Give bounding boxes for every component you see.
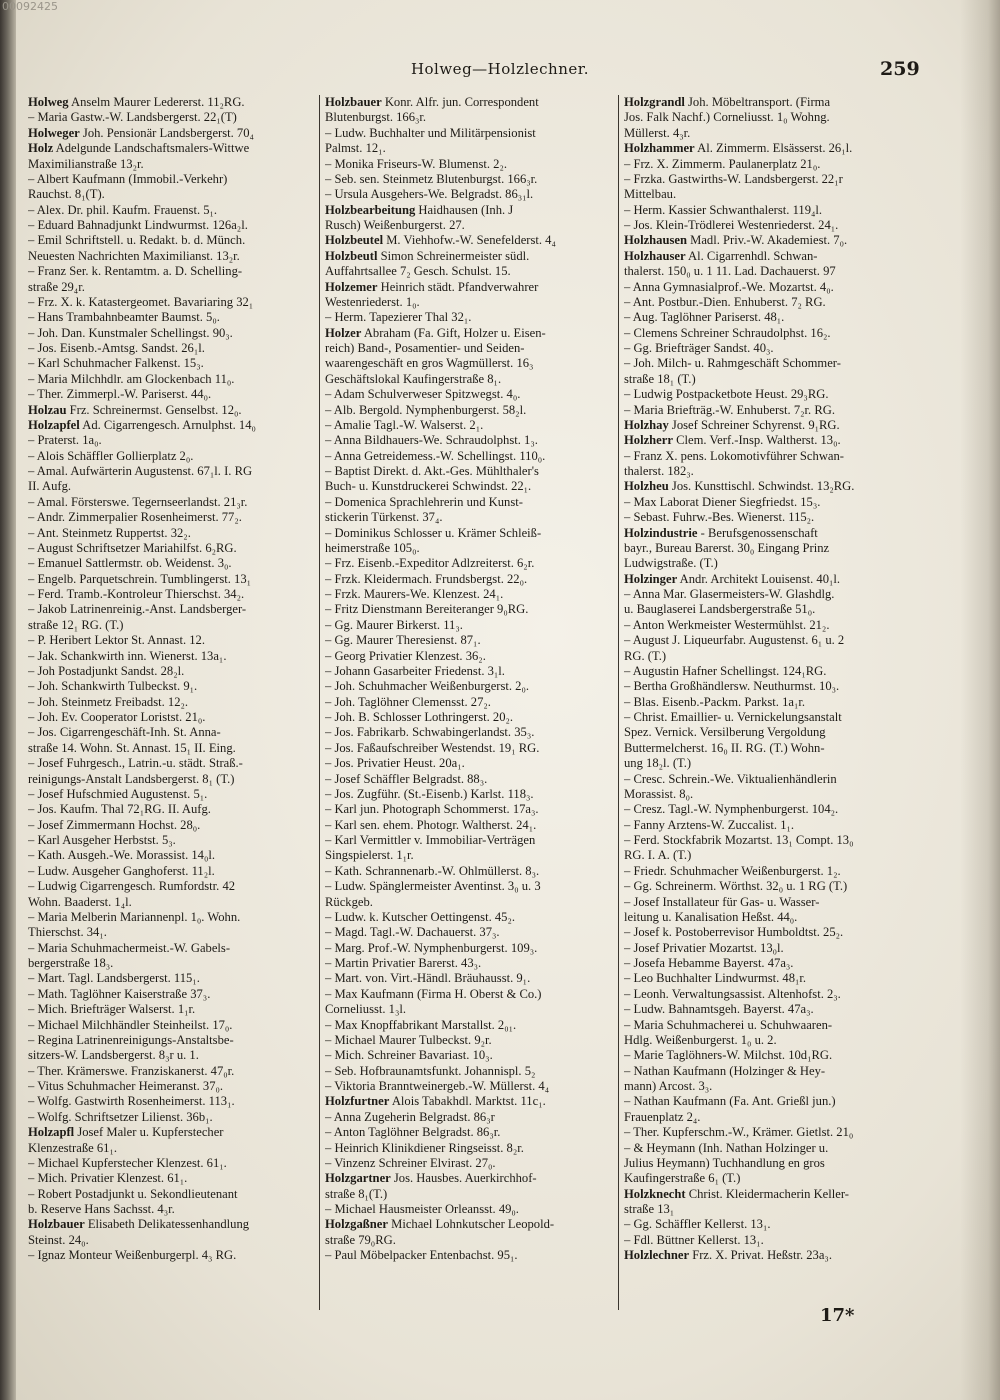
directory-entry: – Ant. Steinmetz Ruppertst. 32₂.	[28, 525, 191, 540]
directory-entry: – Gg. Maurer Birkerst. 11₃.	[325, 617, 463, 632]
directory-entry: stickerin Türkenst. 37₄.	[325, 510, 443, 525]
directory-entry: Holzhammer Al. Zimmerm. Elsässerst. 26₁l.	[624, 141, 853, 156]
directory-entry: Holzbeutel M. Viehhofw.-W. Senefelderst. 4₄	[325, 233, 556, 248]
directory-entry: – Christ. Emaillier- u. Vernickelungsanstalt	[624, 710, 842, 724]
directory-entry: – Gg. Maurer Theresienst. 87₁.	[325, 633, 481, 648]
directory-entry: – Ludw. Ausgeher Ganghoferst. 11₂l.	[28, 863, 215, 878]
directory-entry: reinigungs-Anstalt Landsbergerst. 8₁ (T.)	[28, 771, 235, 786]
directory-entry: waarengeschäft en gros Wagmüllerst. 16₃	[325, 356, 534, 371]
directory-entry: – Michael Milchhändler Steinheilst. 17₀.	[28, 1017, 233, 1032]
directory-entry: – Maria Schuhmacherei u. Schuhwaaren-	[624, 1017, 833, 1032]
directory-entry: thalerst. 182₃.	[624, 464, 694, 478]
directory-entry: – Mart. von. Virt.-Händl. Bräuhausst. 9₁.	[325, 971, 531, 986]
directory-entry: Holzbeutl Simon Schreinermeister südl.	[325, 248, 530, 263]
directory-entry: Rusch) Weißenburgerst. 27.	[325, 218, 465, 232]
directory-entry: Thierschst. 34₁.	[28, 925, 107, 940]
directory-entry: – Alois Schäffler Gollierplatz 2₀.	[28, 448, 194, 463]
directory-entry: – Alb. Bergold. Nymphenburgerst. 58₂l.	[325, 402, 527, 417]
directory-entry: Rückgeb.	[325, 894, 373, 909]
directory-entry: – Jos. Faßaufschreiber Westendst. 19₁ RG.	[325, 740, 540, 755]
directory-entry: Corneliusst. 1₃l.	[325, 1002, 407, 1017]
directory-entry: – Heinrich Klinikdiener Ringseisst. 8₂r.	[325, 1140, 524, 1155]
directory-entry: – Mich. Briefträger Walserst. 1₁r.	[28, 1002, 196, 1017]
directory-entry: Holzfurtner Alois Tabakhdl. Marktst. 11c₁.	[325, 1094, 546, 1109]
directory-entry: – & Heymann (Inh. Nathan Holzinger u.	[624, 1140, 829, 1155]
directory-entry: – Alex. Dr. phil. Kaufm. Frauenst. 5₁.	[28, 202, 218, 217]
directory-entry: II. Aufg.	[28, 479, 72, 494]
directory-entry: Wohn. Baaderst. 1₄l.	[28, 894, 132, 909]
directory-entry: – Emanuel Sattlermstr. ob. Weidenst. 3₀.	[28, 556, 232, 571]
book-binding-shadow	[0, 0, 16, 1400]
directory-entry: – Jos. Klein-Trödlerei Westenriederst. 24₁.	[624, 218, 839, 232]
directory-entry: – Frzk. Maurers-We. Klenzest. 24₁.	[325, 587, 504, 601]
directory-entry: – Jos. Cigarrengeschäft-Inh. St. Anna-	[28, 725, 221, 740]
directory-entry: – Marg. Prof.-W. Nymphenburgerst. 109₃.	[325, 940, 538, 955]
directory-entry: – Karl Schuhmacher Falkenst. 15₃.	[28, 356, 204, 371]
directory-entry: – Fdl. Büttner Kellerst. 13₁.	[624, 1232, 764, 1247]
directory-entry: – Marie Taglöhners-W. Milchst. 10d₁RG.	[624, 1048, 833, 1063]
directory-entry: – Ludw. Spänglermeister Aventinst. 3₀ u. 3	[325, 879, 541, 894]
directory-entry: – Monika Friseurs-W. Blumenst. 2₂.	[325, 156, 507, 171]
signature-mark: 17*	[820, 1305, 855, 1326]
directory-entry: – Joh. Ev. Cooperator Loristst. 21₀.	[28, 710, 206, 724]
directory-entry: Julius Heymann) Tuchhandlung en gros	[624, 1155, 825, 1170]
directory-entry: Holzhausen Madl. Priv.-W. Akademiest. 7₀.	[624, 233, 848, 248]
directory-entry: – Vitus Schuhmacher Heimeranst. 37₀.	[28, 1079, 224, 1093]
directory-entry: – Josefa Hebamme Bayerst. 47a₃.	[624, 956, 794, 970]
directory-entry: – Jos. Privatier Heust. 20a₁.	[325, 756, 465, 771]
directory-entry: Hdlg. Weißenburgerst. 1₀ u. 2.	[624, 1032, 777, 1047]
directory-entry: – Gg. Schäffler Kellerst. 13₁.	[624, 1217, 771, 1232]
directory-entry: Holweger Joh. Pensionär Landsbergerst. 70₄	[28, 125, 254, 140]
directory-entry: Mittelbau.	[624, 187, 677, 202]
directory-entry: straße 8₁(T.)	[325, 1186, 388, 1201]
directory-entry: – Ignaz Monteur Weißenburgerpl. 4₃ RG.	[28, 1248, 237, 1263]
directory-entry: Ludwigstraße. (T.)	[624, 556, 718, 571]
directory-entry: Holzau Frz. Schreinermst. Genselbst. 12₀.	[28, 402, 242, 417]
directory-entry: – Emil Schriftstell. u. Redakt. b. d. Münch.	[28, 233, 246, 248]
directory-entry: – Joh. Dan. Kunstmaler Schellingst. 90₃.	[28, 325, 233, 340]
directory-entry: – Jakob Latrinenreinig.-Anst. Landsberger-	[28, 602, 247, 617]
directory-entry: leitung u. Kanalisation Heßst. 44₀.	[624, 909, 798, 924]
directory-entry: – Kath. Schrannenarb.-W. Ohlmüllerst. 8₃.	[325, 863, 540, 878]
directory-entry: Blutenburgst. 166₃r.	[325, 110, 427, 125]
directory-entry: – Max Knopffabrikant Marstallst. 2₀₁.	[325, 1017, 517, 1032]
directory-entry: – Bertha Großhändlersw. Neuthurmst. 10₃.	[624, 679, 840, 694]
directory-entry: – Maria Schuhmachermeist.-W. Gabels-	[28, 940, 231, 955]
directory-entry: – Amal. Försterswe. Tegernseerlandst. 21₃r.	[28, 494, 248, 509]
directory-entry: – Amal. Aufwärterin Augustenst. 67₁l. I. RG	[28, 464, 253, 478]
directory-entry: – Josef Hufschmied Augustenst. 5₁.	[28, 786, 208, 801]
directory-entry: – Mich. Schreiner Bavariast. 10₃.	[325, 1048, 493, 1063]
directory-entry: Auffahrtsallee 7₂ Gesch. Schulst. 15.	[325, 264, 511, 279]
directory-entry: – Dominikus Schlosser u. Krämer Schleiß-	[325, 525, 542, 540]
directory-entry: ung 18₂l. (T.)	[624, 756, 692, 771]
directory-entry: RG. I. A. (T.)	[624, 848, 692, 863]
directory-entry: straße 29₄r.	[28, 279, 85, 294]
directory-entry: – Mich. Privatier Klenzest. 61₁.	[28, 1171, 188, 1186]
directory-entry: – Robert Postadjunkt u. Sekondlieutenant	[28, 1186, 238, 1201]
directory-entry: Holzemer Heinrich städt. Pfandverwahrer	[325, 279, 539, 294]
directory-entry: – Mart. Tagl. Landsbergerst. 115₁.	[28, 971, 200, 986]
directory-entry: – August Schriftsetzer Mariahilfst. 6₂RG.	[28, 540, 237, 555]
directory-entry: Holzgrandl Joh. Möbeltransport. (Firma	[624, 95, 831, 109]
directory-entry: Holzhauser Al. Cigarrenhdl. Schwan-	[624, 248, 818, 263]
directory-entry: – Max Laborat Diener Siegfriedst. 15₃.	[624, 494, 821, 509]
directory-entry: – Josef Fuhrgesch., Latrin.-u. städt. Straß.-	[28, 756, 243, 771]
page-number: 259	[880, 58, 920, 80]
directory-entry: – Anna Bildhauers-We. Schraudolphst. 1₃.	[325, 433, 538, 448]
directory-entry: reich) Band-, Posamentier- und Seiden-	[325, 341, 525, 355]
directory-entry: – Josef Privatier Mozartst. 13₀l.	[624, 940, 784, 955]
directory-entry: Holzlechner Frz. X. Privat. Heßstr. 23a₃.	[624, 1248, 832, 1263]
directory-entry: thalerst. 150₀ u. 1 11. Lad. Dachauerst. 97	[624, 264, 836, 279]
directory-entry: Rauchst. 8₁(T).	[28, 187, 105, 202]
directory-entry: – Engelb. Parquetschrein. Tumblingerst. 13₁	[28, 571, 252, 586]
directory-entry: – Maria Melberin Mariannenpl. 1₀. Wohn.	[28, 909, 241, 924]
directory-entry: – Friedr. Schuhmacher Weißenburgerst. 1₂.	[624, 863, 841, 878]
directory-entry: – Joh. B. Schlosser Lothringerst. 20₂.	[325, 710, 514, 724]
directory-entry: – Ant. Postbur.-Dien. Enhuberst. 7₂ RG.	[624, 294, 826, 309]
directory-entry: – Anna Mar. Glasermeisters-W. Glashdlg.	[624, 587, 835, 601]
directory-entry: – Baptist Direkt. d. Akt.-Ges. Mühlthaler's	[325, 464, 539, 478]
directory-entry: – Adam Schulverweser Spitzwegst. 4₀.	[325, 387, 521, 402]
directory-entry: – Ther. Kupferschm.-W., Krämer. Gietlst. 21₀	[624, 1125, 854, 1140]
directory-entry: – Ursula Ausgehers-We. Belgradst. 86₃₁l.	[325, 187, 534, 202]
directory-entry: straße 18₁ (T.)	[624, 371, 696, 386]
directory-entry: – Jos. Zugführ. (St.-Eisenb.) Karlst. 118₃.	[325, 786, 534, 801]
running-head: Holweg—Holzlechner.	[410, 60, 590, 78]
directory-entry: – August J. Liqueurfabr. Augustenst. 6₁ u. 2	[624, 633, 845, 648]
directory-entry: – Josef Zimmermann Hochst. 28₀.	[28, 817, 201, 832]
directory-entry: Kaufingerstraße 6₁ (T.)	[624, 1171, 741, 1186]
directory-entry: – Cresc. Schrein.-We. Viktualienhändlerin	[624, 771, 837, 786]
scan-id-label: 00092425	[2, 0, 58, 13]
directory-entry: – Michael Kupferstecher Klenzest. 61₁.	[28, 1155, 227, 1170]
directory-entry: Holzapfl Josef Maler u. Kupferstecher	[28, 1125, 224, 1140]
directory-entry: – Wolfg. Schriftsetzer Lilienst. 36b₁.	[28, 1109, 213, 1124]
directory-entry: – Michael Hausmeister Orleansst. 49₀.	[325, 1202, 519, 1216]
directory-entry: – Nathan Kaufmann (Fa. Ant. Grießl jun.)	[624, 1094, 836, 1109]
directory-entry: – Anna Getreidemess.-W. Schellingst. 110₀.	[325, 448, 546, 463]
directory-entry: Holzhay Josef Schreiner Schyrenst. 9₁RG.	[624, 417, 840, 432]
directory-entry: – Seb. sen. Steinmetz Blutenburgst. 166₃r.	[325, 171, 538, 186]
directory-entry: – Jak. Schankwirth inn. Wienerst. 13a₁.	[28, 648, 227, 663]
directory-entry: – Joh. Schankwirth Tulbeckst. 9₁.	[28, 679, 198, 694]
directory-entry: – Josef Schäffler Belgradst. 88₃.	[325, 771, 488, 786]
directory-entry: – Leo Buchhalter Lindwurmst. 48₁r.	[624, 971, 807, 986]
directory-entry: – Vinzenz Schreiner Elvirast. 27₀.	[325, 1155, 496, 1170]
page-header	[0, 60, 1000, 86]
directory-entry: Holzheu Jos. Kunsttischl. Schwindst. 13₂RG.	[624, 479, 855, 494]
directory-entry: – Blas. Eisenb.-Packm. Parkst. 1a₁r.	[624, 694, 806, 709]
directory-entry: straße 13₁	[624, 1202, 675, 1216]
directory-entry: Holweg Anselm Maurer Ledererst. 11₂RG.	[28, 95, 245, 109]
directory-entry: – Joh. Steinmetz Freibadst. 12₂.	[28, 694, 189, 709]
directory-entry: – Seb. Hofbraunamtsfunkt. Johannispl. 5₂	[325, 1063, 536, 1078]
directory-entry: – Maria Milchhdlr. am Glockenbach 11₀.	[28, 371, 235, 386]
directory-entry: Müllerst. 4₃r.	[624, 125, 691, 140]
directory-entry: – Johann Gasarbeiter Friedenst. 3₁l.	[325, 663, 505, 678]
directory-entry: heimerstraße 105₀.	[325, 540, 420, 555]
directory-column-1	[28, 95, 326, 1325]
directory-entry: – Karl Vermittler v. Immobiliar-Verträgen	[325, 833, 536, 847]
directory-entry: Spez. Vernick. Versilberung Vergoldung	[624, 725, 826, 740]
directory-entry: mann) Arcost. 3₃.	[624, 1079, 713, 1093]
directory-entry: Morassist. 8₀.	[624, 786, 694, 801]
directory-entry: – Albert Kaufmann (Immobil.-Verkehr)	[28, 171, 228, 186]
directory-entry: – Martin Privatier Barerst. 43₃.	[325, 956, 482, 970]
directory-entry: – Anton Werkmeister Westermühlst. 21₂.	[624, 617, 830, 632]
directory-entry: – Eduard Bahnadjunkt Lindwurmst. 126a₂l.	[28, 218, 248, 232]
directory-entry: – Franz X. pens. Lokomotivführer Schwan-	[624, 448, 844, 463]
directory-entry: – Joh. Schuhmacher Weißenburgerst. 2₀.	[325, 679, 530, 694]
directory-entry: – Paul Möbelpacker Entenbachst. 95₁.	[325, 1248, 518, 1263]
directory-entry: Maximilianstraße 13₂r.	[28, 156, 144, 171]
directory-entry: Geschäftslokal Kaufingerstraße 8₁.	[325, 371, 502, 386]
directory-entry: straße 12₁ RG. (T.)	[28, 617, 124, 632]
directory-entry: – Ludw. k. Kutscher Oettingenst. 45₂.	[325, 909, 516, 924]
directory-entry: straße 14. Wohn. St. Annast. 15₁ II. Eing.	[28, 740, 236, 755]
directory-entry: – Michael Maurer Tulbeckst. 9₂r.	[325, 1032, 492, 1047]
directory-entry: bergerstraße 18₃.	[28, 956, 114, 970]
directory-entry: – Fanny Arztens-W. Zuccalist. 1₁.	[624, 817, 795, 832]
directory-entry: Klenzestraße 61₁.	[28, 1140, 118, 1155]
directory-entry: – Kath. Ausgeh.-We. Morassist. 14₀l.	[28, 848, 216, 863]
directory-column-3	[624, 95, 922, 1325]
directory-entry: – Frzk. Kleidermach. Frundsbergst. 22₀.	[325, 571, 528, 586]
directory-entry: – Domenica Sprachlehrerin und Kunst-	[325, 494, 523, 509]
directory-entry: u. Bauglaserei Landsbergerstraße 51₀.	[624, 602, 816, 617]
directory-entry: Steinst. 24₀.	[28, 1232, 89, 1247]
directory-entry: sitzers-W. Landsbergerst. 8₃r u. 1.	[28, 1048, 199, 1063]
directory-entry: – Leonh. Verwaltungsassist. Altenhofst. 2₃.	[624, 986, 841, 1001]
directory-entry: Westenriederst. 1₀.	[325, 294, 420, 309]
directory-entry: – Georg Privatier Klenzest. 36₂.	[325, 648, 486, 663]
directory-entry: – Joh Postadjunkt Sandst. 28₂l.	[28, 663, 185, 678]
directory-entry: – Gg. Schreinerm. Wörthst. 32₀ u. 1 RG (T.)	[624, 879, 848, 894]
directory-entry: – Wolfg. Gastwirth Rosenheimerst. 113₁.	[28, 1094, 235, 1109]
directory-entry: Buttermelcherst. 16₀ II. RG. (T.) Wohn-	[624, 740, 825, 755]
directory-entry: – Jos. Fabrikarb. Schwabingerlandst. 35₃.	[325, 725, 535, 740]
directory-entry: Holzherr Clem. Verf.-Insp. Waltherst. 13₀.	[624, 433, 841, 448]
directory-entry: – Maria Briefträg.-W. Enhuberst. 7₂r. RG.	[624, 402, 835, 417]
directory-entry: – Josef k. Postoberrevisor Humboldtst. 25₂.	[624, 925, 844, 940]
directory-entry: – Anna Zugeherin Belgradst. 86₃r	[325, 1109, 495, 1124]
directory-entry: Holzbauer Elisabeth Delikatessenhandlung	[28, 1217, 250, 1232]
directory-entry: – Jos. Kaufm. Thal 72₁RG. II. Aufg.	[28, 802, 211, 817]
directory-entry: – P. Heribert Lektor St. Annast. 12.	[28, 633, 205, 648]
directory-entry: bayr., Bureau Barerst. 30₀ Eingang Prinz	[624, 540, 830, 555]
directory-entry: straße 79₀RG.	[325, 1232, 396, 1247]
directory-entry: Holzknecht Christ. Kleidermacherin Keller-	[624, 1186, 849, 1201]
directory-entry: – Augustin Hafner Schellingst. 124₁RG.	[624, 663, 827, 678]
directory-entry: – Frz. X. k. Katastergeomet. Bavariaring 32₁	[28, 294, 254, 309]
directory-entry: – Anna Gymnasialprof.-We. Mozartst. 4₀.	[624, 279, 834, 294]
directory-entry: – Ferd. Tramb.-Kontroleur Thierschst. 34₂.	[28, 587, 245, 601]
directory-entry: – Cresz. Tagl.-W. Nymphenburgerst. 104₂.	[624, 802, 839, 817]
directory-entry: – Maria Gastw.-W. Landsbergerst. 22₁(T)	[28, 110, 237, 125]
directory-entry: Holzer Abraham (Fa. Gift, Holzer u. Eisen-	[325, 325, 546, 340]
directory-entry: – Gg. Briefträger Sandst. 40₃.	[624, 341, 774, 355]
directory-entry: Holz Adelgunde Landschaftsmalers-Wittwe	[28, 141, 250, 156]
directory-entry: Frauenplatz 2₄.	[624, 1109, 701, 1124]
directory-entry: – Herm. Kassier Schwanthalerst. 119₄l.	[624, 202, 823, 217]
directory-entry: – Max Kaufmann (Firma H. Oberst & Co.)	[325, 986, 542, 1001]
directory-entry: – Math. Taglöhner Kaiserstraße 37₃.	[28, 986, 211, 1001]
directory-entry: – Ludw. Buchhalter und Militärpensionist	[325, 125, 536, 140]
directory-entry: – Aug. Taglöhner Pariserst. 48₁.	[624, 310, 785, 325]
directory-entry: – Fritz Dienstmann Bereiteranger 9₀RG.	[325, 602, 529, 617]
directory-entry: Holzapfel Ad. Cigarrengesch. Arnulphst. 14₀	[28, 417, 256, 432]
directory-entry: – Joh. Taglöhner Clemensst. 27₂.	[325, 694, 491, 709]
directory-entry: – Praterst. 1a₀.	[28, 433, 102, 448]
directory-entry: – Amalie Tagl.-W. Walserst. 2₁.	[325, 417, 484, 432]
directory-entry: b. Reserve Hans Sachsst. 4₃r.	[28, 1202, 175, 1216]
directory-entry: – Frz. X. Zimmerm. Paulanerplatz 21₀.	[624, 156, 821, 171]
directory-entry: Holzgartner Jos. Hausbes. Auerkirchhof-	[325, 1171, 537, 1186]
directory-entry: – Herm. Tapezierer Thal 32₁.	[325, 310, 472, 325]
directory-entry: – Regina Latrinenreinigungs-Anstaltsbe-	[28, 1032, 234, 1047]
page-edge-shadow	[960, 0, 1000, 1400]
directory-entry: RG. (T.)	[624, 648, 667, 663]
directory-entry: – Andr. Zimmerpalier Rosenheimerst. 77₂.	[28, 510, 242, 525]
directory-entry: Neuesten Nachrichten Maximilianst. 13₂r.	[28, 248, 240, 263]
directory-entry: Jos. Falk Nachf.) Corneliusst. 1₀ Wohng.	[624, 110, 830, 125]
directory-entry: – Karl Ausgeher Herbstst. 5₃.	[28, 833, 176, 847]
directory-entry: Singspielerst. 1₁r.	[325, 848, 414, 863]
directory-entry: – Ludwig Postpacketbote Heust. 29₃RG.	[624, 387, 829, 402]
directory-entry: Holzindustrie - Berufsgenossenschaft	[624, 525, 818, 540]
directory-entry: – Ludw. Bahnamtsgeh. Bayerst. 47a₃.	[624, 1002, 814, 1017]
directory-entry: – Ther. Krämerswe. Franziskanerst. 47₀r.	[28, 1063, 235, 1078]
directory-entry: – Nathan Kaufmann (Holzinger & Hey-	[624, 1063, 826, 1078]
directory-entry: – Ludwig Cigarrengesch. Rumfordstr. 42	[28, 879, 236, 894]
directory-entry: Holzbauer Konr. Alfr. jun. Correspondent	[325, 95, 539, 109]
directory-entry: – Josef Installateur für Gas- u. Wasser-	[624, 894, 820, 909]
directory-entry: – Franz Ser. k. Rentamtm. a. D. Schelling-	[28, 264, 243, 279]
directory-entry: Holzgaßner Michael Lohnkutscher Leopold-	[325, 1217, 555, 1232]
directory-entry: – Ther. Zimmerpl.-W. Pariserst. 44₀.	[28, 387, 212, 402]
directory-column-2	[325, 95, 623, 1325]
directory-entry: – Viktoria Branntweinergeb.-W. Müllerst. 4₄	[325, 1079, 550, 1093]
directory-entry: – Clemens Schreiner Schraudolphst. 16₂.	[624, 325, 831, 340]
directory-entry: – Anton Taglöhner Belgradst. 86₃r.	[325, 1125, 501, 1140]
directory-entry: Palmst. 12₁.	[325, 141, 386, 156]
directory-entry: – Sebast. Fuhrw.-Bes. Wienerst. 115₂.	[624, 510, 815, 525]
directory-entry: – Jos. Eisenb.-Amtsg. Sandst. 26₁l.	[28, 341, 205, 355]
directory-entry: Holzbearbeitung Haidhausen (Inh. J	[325, 202, 514, 217]
directory-entry: – Frzka. Gastwirths-W. Landsbergerst. 22₁r	[624, 171, 843, 186]
directory-entry: – Magd. Tagl.-W. Dachauerst. 37₃.	[325, 925, 500, 940]
directory-entry: Buch- u. Kunstdruckerei Schwindst. 22₁.	[325, 479, 532, 494]
directory-entry: – Hans Trambahnbeamter Baumst. 5₀.	[28, 310, 220, 325]
directory-entry: – Joh. Milch- u. Rahmgeschäft Schommer-	[624, 356, 841, 371]
directory-entry: – Frz. Eisenb.-Expeditor Adlzreiterst. 6₂r.	[325, 556, 535, 571]
directory-entry: Holzinger Andr. Architekt Louisenst. 40₁l.	[624, 571, 841, 586]
directory-entry: – Karl sen. ehem. Photogr. Waltherst. 24₁.	[325, 817, 537, 832]
directory-entry: – Ferd. Stockfabrik Mozartst. 13₁ Compt. 13₀	[624, 833, 854, 847]
directory-entry: – Karl jun. Photograph Schommerst. 17a₃.	[325, 802, 539, 817]
